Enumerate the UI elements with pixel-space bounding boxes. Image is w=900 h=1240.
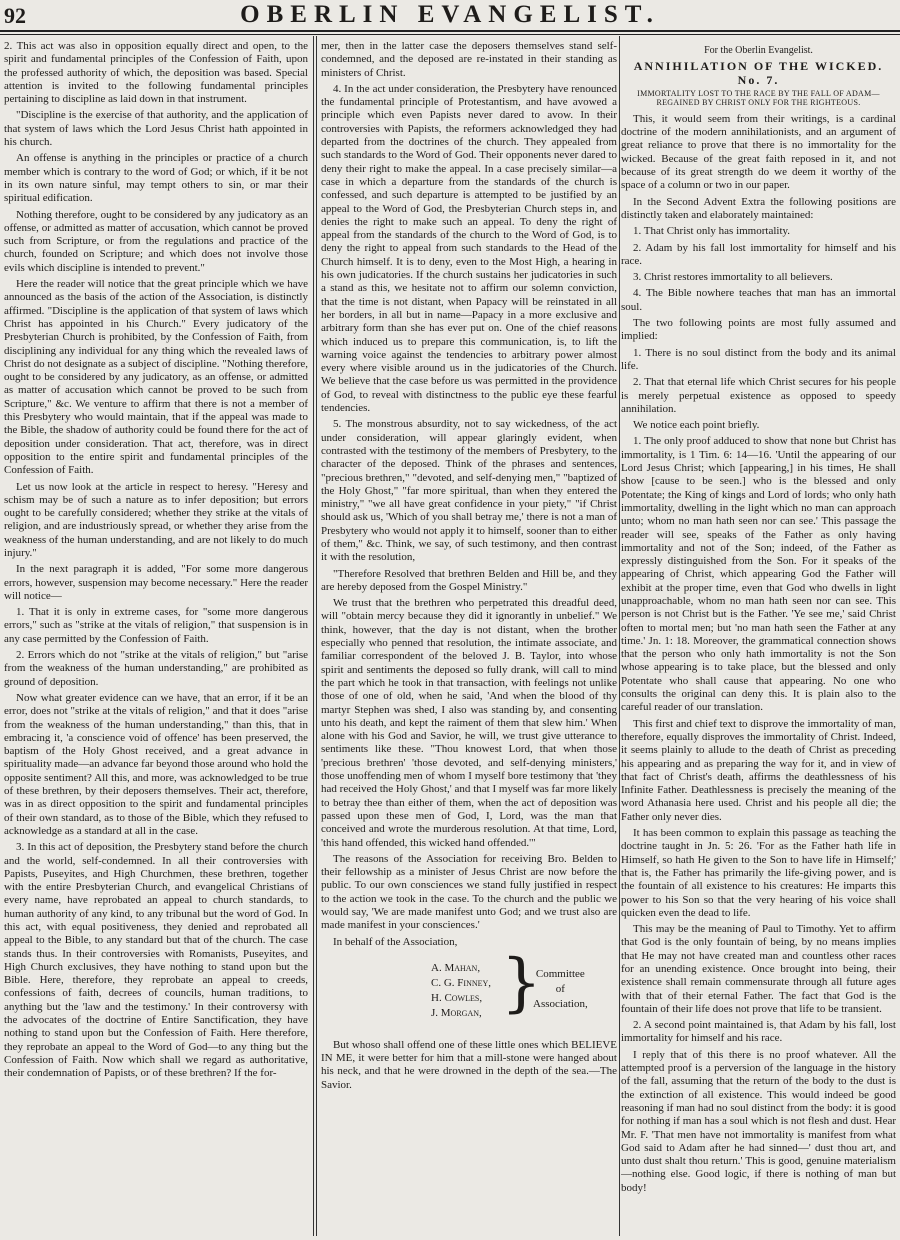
paragraph: The two following points are most fully assumed and implied: <box>621 317 896 343</box>
committee-member: H. Cowles, <box>431 991 483 1004</box>
column-divider <box>619 36 620 1236</box>
paragraph: 1. That it is only in extreme cases, for "some more dangerous errors," such as "strike at the vitals of religion," that suspension is in any case permitted by the Confession of Faith. <box>4 606 308 645</box>
paragraph: mer, then in the latter case the deposers themselves stand self-condemned, and the deposed are re-instated in their standing as ministers of Christ. <box>321 40 617 79</box>
paragraph: 1. The only proof adduced to show that none but Christ has immortality, is 1 Tim. 6: 14—16. 'Until the appearing of our Lord Jesus Christ; which [appearing,] in his times, He shall show [cause to be seen.] who is the blessed and only Potentate; the King of kings and Lord of lords; who only hath immortality, dwelling in the light which no man can approach unto; whom no man hath seen nor can see.' This passage the reader will see, speaks of the Father as only having immortality and not of the Son; indeed, of the Father as expressly distinguished from the Son. For it speaks of the appearing of Christ, which appearing God the Father will exhibit at the proper time, even that God who dwells in light unapproachable, whom no man hath seen nor can see. This person is not Christ but is the Father. 'Ye see me,' said Christ often to mortal men; but 'no man hath seen the Father at any time.' Jn. 1: 18. Moreover, the grammatical connection shows that the person who only hath immortality is not the Son whose appearing is to take place, but the blessed and only Potentate who shall cause that appearing. No one who consults the original can deny this. It is plain also to the careful reader of our translation. <box>621 435 896 714</box>
paragraph: 2. This act was also in opposition equally direct and open, to the spirit and fundamental principles of the Confession of Faith, upon the professed authority of which, the deposition was based. Special attention is invited to the following fundamental principles pertaining to discipline as laid down in that instrument. <box>4 40 308 106</box>
article-title: ANNIHILATION OF THE WICKED. No. 7. <box>633 59 884 87</box>
paragraph: 2. That that eternal life which Christ secures for his people is merely perpetual existence as opposed to speedy annihilation. <box>621 376 896 415</box>
paragraph: 4. In the act under consideration, the Presbytery have renounced the fundamental principle of Protestantism, and have avowed a principle which even Papists never dared to avow. In their controversies with Papists, the reformers acknowledged they had departed from the doctrines of the church. They appealed from such standards to the Word of God. Their opponents never dared to deny their right to make the appeal. In a case precisely similar—a case in which a departure from the standards of the church is confessed, and such departure is attempted to be justified by an appeal to the Word of God, the Presbyterian Church steps in, and denies the right to make such an appeal. To deny the right of appeal from the standards of the church to the Word of God, is to deny the right to appeal from such standards to the Head of the Church himself. It is to deny, even to the Most High, a hearing in his own judicatories. If the church sustains her judicatories in such a stand as this, we hesitate not to affirm our solemn conviction, that the time is not distant, when Papacy will be reinstated in all her borders, in all but in name—Papacy in a more exclusive and arbitrary form than she has ever put on. One of the chief reasons which induced us to prepare this communication, is, to lift the warning voice against the tendencies to arbitrary power almost every where visible around us in the judicatories of the Church. We believe that the case before us was permitted in the providence of God, to reveal with distinctness to the public eye these fearful tendencies. <box>321 82 617 415</box>
committee-member: J. Morgan, <box>431 1006 482 1019</box>
column-right <box>621 40 896 1236</box>
committee-signature <box>321 945 617 1029</box>
paragraph: 2. A second point maintained is, that Adam by his fall, lost immortality for himself and his race. <box>621 1019 896 1045</box>
paragraph: Let us now look at the article in respect to heresy. "Heresy and schism may be of such a nature as to infer deposition; but errors ought to be carefully considered; whether they strike at the vitals of religion, and are industriously spread, or whether they arise from the weakness of the human understanding, and are not likely to do much injury." <box>4 480 308 559</box>
header-rule <box>0 30 900 32</box>
paragraph: We notice each point briefly. <box>633 419 760 432</box>
paragraph: 3. Christ restores immortality to all believers. <box>633 271 833 284</box>
paragraph: 3. In this act of deposition, the Presbytery stand before the church and the world, self-condemned. In all their controversies with Papists, Puseyites, and High Churchmen, these brethren, together with the entire Presbyterian Church, and evangelical Christians of every name, have reprobated an appeal to church standards, to human authority of any kind, to any tribunal but the word of God. In this act, with equal positiveness, they denied and reprobated all appeal to the Bible, to any standard but that of the church. The case stands thus. In their controversies with Romanists, Puseyites, and High Church exclusives, they have nothing to stand upon but the Bible. Here, therefore, they reprobate an appeal to creeds, confessions of faith, decrees of councils, human traditions, to anything but the 'law and the testimony.' In their controversy with the advocates of the doctrine of Entire Sanctification, they have nothing to stand upon but the Confession of Faith. Here therefore, they reprobate an appeal to the Word of God—to any thing but the Confession of Faith. Now which shall we regard as authoritative, their condemnation of Papists, or of these brethren? If the for- <box>4 841 308 1080</box>
column-divider <box>316 36 317 1236</box>
paragraph: I reply that of this there is no proof whatever. All the attempted proof is a perversion of the language in the history of the fall, assuming that the return of the body to the dust is the extinction of all existence. This would indeed be good reasoning if man had no soul distinct from the body: it is good for nothing if man has a soul which is not flesh and dust. Hear Mr. F. 'That men have not immortality is manifest from what God said to Adam after he had sinned—' dust thou art, and unto dust shalt thou return.' This is good, genuine materialism—nothing else. Good logic, if there is nothing of man but body! <box>621 1048 896 1194</box>
column-middle <box>321 40 617 1236</box>
column-divider <box>313 36 314 1236</box>
paragraph: It has been common to explain this passage as teaching the doctrine taught in Jn. 5: 26. 'For as the Father hath life in Himself, so hath He given to the Son to have life in Himself;' that is, the Father has primarily the life-giving power, and is the fountain of all existence to his creatures: He imparts this power to his Son so that the very hearing of his voice shall quicken even the dead to life. <box>621 827 896 919</box>
committee-label-line: Association, <box>533 997 588 1010</box>
committee-label <box>533 967 588 1012</box>
paragraph: 2. Adam by his fall lost immortality for himself and his race. <box>621 241 896 267</box>
committee-member: C. G. Finney, <box>431 976 492 989</box>
brace-icon: } <box>501 945 542 1020</box>
paragraph: "Discipline is the exercise of that authority, and the application of that system of laws which the Lord Jesus Christ hath appointed in his church. <box>4 109 308 149</box>
paragraph: In the next paragraph it is added, "For some more dangerous errors, however, suspension may become necessary." Here the reader will notice— <box>4 563 308 602</box>
paragraph: "Therefore Resolved that brethren Belden and Hill be, and they are hereby deposed from the Gospel Ministry." <box>321 567 617 593</box>
committee-label-line: Committee <box>535 967 585 980</box>
signature-intro: In behalf of the Association, <box>333 935 458 948</box>
paragraph: 5. The monstrous absurdity, not to say wickedness, of the act under consideration, will appear glaringly evident, when contrasted with the testimony of the members of Presbytery, to the character of the deposed. Think of the phrases and sentences, "precious brethren," "devoted, and self-denying men," "baptized of the Holy Ghost," "far more spiritual, than when they entered the ministry," "we all have great confidence in your piety," "if Christ should ask us, 'Which of you shall betray me,' there is not a man of Presbytery who would not apply it to himself, sooner than to either of them," &c. Think, we say, of such testimony, and then contrast it with the resolution, <box>321 418 617 564</box>
paragraph: This, it would seem from their writings, is a cardinal doctrine of the modern annihilationists, and an argument of great reliance to prove that there is no immortality for the wicked. Because of the great faith reposed in it, and not because of its great strength do we deem it worthy of the space of a column or two in our paper. <box>621 112 896 192</box>
paragraph: 1. There is no soul distinct from the body and its animal life. <box>621 346 896 372</box>
header-rule-thin <box>0 34 900 35</box>
paragraph: 1. That Christ only has immortality. <box>633 225 791 238</box>
masthead-title: OBERLIN EVANGELIST. <box>240 1 660 28</box>
page-number: 92 <box>4 3 26 28</box>
column-left <box>4 40 308 1236</box>
paragraph: Nothing therefore, ought to be considered by any judicatory as an offense, or admitted as matter of accusation, which cannot be proved such from Scripture, or from the regulations and practice of the church, founded on Scripture; and which does not involve those evils which discipline is intended to prevent." <box>4 208 308 274</box>
paragraph: An offense is anything in the principles or practice of a church member which is contrary to the word of God; or which, if it be not in its own nature sinful, may tempt others to sin, or mar their spiritual edification. <box>4 152 308 205</box>
paragraph: We trust that the brethren who perpetrated this dreadful deed, will "obtain mercy because they did it ignorantly in unbelief." We think, however, that the day is not distant, when the brother especially who penned that resolution, the intimate associate, and familiar correspondent of the beloved J. B. Taylor, into whose spirit and sentiments the deposed so fully drank, will call to mind the part which he took in that transaction, with feelings not unlike those of one of old, when he said, 'And when the blood of thy martyr Stephen was shed, I also was standing by, and consenting unto his death, and kept the raiment of them that slew him.' When alone with his God and Savior, he will, we trust give utterance to sentiments like these. "Thou knowest Lord, that when those 'precious brethren' 'those devoted, and self-denying ministers,' those unoffending men of whom I myself bore testimony that 'they had received the Holy Ghost,' and that I myself was far more likely to betray thee than either of them, when the act of deposition was passed upon these men of God, I, Lord, was the man that conceived and wrote the murderous resolution. At that time, Lord, 'this hand offended, this wicked hand offended.'" <box>321 597 617 849</box>
paragraph: This may be the meaning of Paul to Timothy. Yet to affirm that God is the only fountain of being, by no means implies that He may not have created man and countless other races for an unending existence. Once brought into being, their existence shall remain commensurate through all future ages with that of their eternal Father. The fact that God is the fountain of their life does not prove that life to be transient. <box>621 923 896 1015</box>
committee-member: A. Mahan, <box>431 961 481 974</box>
paragraph: This first and chief text to disprove the immortality of man, therefore, equally disproves the immortality of Christ. Indeed, it seems plainly to allude to the death of Christ as preceding his appearing and as preparing the way for it, and in view of that fact of Christ's death, affirms the deathlessness of his Infinite Father. Deathlessness is precisely the meaning of the word Athanasia here used. Christ and his people all die; the Father only never dies. <box>621 717 896 823</box>
paragraph: Now what greater evidence can we have, that an error, if it be an error, does not "strike at the vitals of religion," and that it does "arise from the weakness of the human understanding," than this, that in embracing it, 'a conscience void of offence' has been preserved, the baptism of the Holy Ghost received, and a great advance in spirituality made—an advance far beyond those around who hold the opposite sentiment? All this, and more, was acknowledged to be true of these brethren, by their deposers themselves. Their act, therefore, was in as direct opposition to the spirit and fundamental principles of their own standard, as to those of the Bible, which they refused to acknowledge as a standard at all in the case. <box>4 691 308 837</box>
committee-label-line: of <box>555 982 565 995</box>
paragraph: Here the reader will notice that the great principle which we have announced as the basis of the action of the Association, is distinctly affirmed. "Discipline is the application of that system of laws which Christ has appointed in his Church." Every judicatory of the Presbyterian Church is prohibited, by the Confession of Faith, from disciplining any individual for any thing which the revealed laws of Christ do not designate as a subject of discipline. "Nothing therefore, ought to be considered by any judicatory, as an offense, or admitted as matter of accusation which cannot be proved to be such from Scripture," &c. We venture to affirm that there is not a member of this Presbytery who would maintain, that if the appeal was made to the Bible, the shadow of authority could be found there for the act of deposition under consideration. That act, therefore, was in direct opposition to the entire spirit and fundamental principles of the Confession of Faith. <box>4 278 308 477</box>
article-kicker: For the Oberlin Evangelist. <box>704 45 813 56</box>
paragraph: In the Second Advent Extra the following positions are distinctly taken and elaborately maintained: <box>621 195 896 221</box>
paragraph: The reasons of the Association for receiving Bro. Belden to their fellowship as a minister of Jesus Christ are now before the public. To our own consciences we stand fully justified in respect to the action we took in the case. To the church and the public we would say, 'We are made manifest unto God; and we trust also are made manifest in your consciences.' <box>321 852 617 932</box>
closing-quote: But whoso shall offend one of these little ones which BELIEVE IN ME, it were better for him that a mill-stone were hanged about his neck, and that he were drowned in the depth of the sea.—The Savior. <box>321 1038 617 1091</box>
page-header <box>0 0 900 34</box>
paragraph: 2. Errors which do not "strike at the vitals of religion," but "arise from the weakness of the human understanding," are prohibited as ground of deposition. <box>4 649 308 688</box>
committee-names <box>431 961 491 1021</box>
paragraph: 4. The Bible nowhere teaches that man has an immortal soul. <box>621 287 896 313</box>
article-subtitle: IMMORTALITY LOST TO THE RACE BY THE FALL OF ADAM—REGAINED BY CHRIST ONLY FOR THE RIGHTEOUS. <box>637 88 880 108</box>
